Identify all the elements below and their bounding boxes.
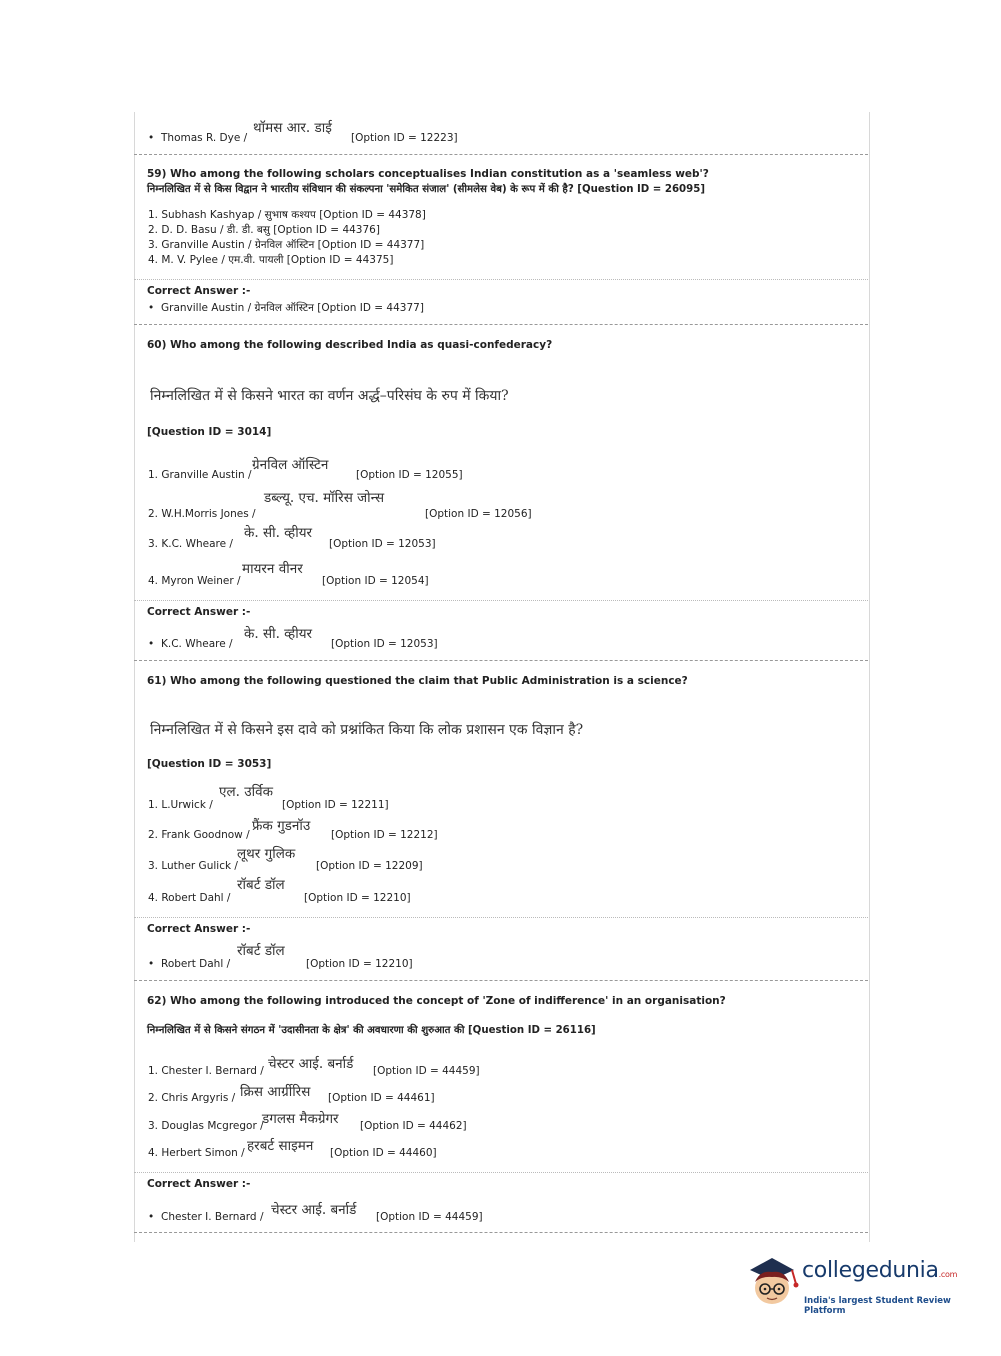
- q60-option-4-en: 4. Myron Weiner /: [148, 575, 241, 587]
- logo-wordmark: collegedunia.com: [802, 1258, 958, 1283]
- q59-correct-answer: Granville Austin / ग्रेनविल ऑस्टिन [Option ID = 44377]: [161, 302, 424, 314]
- logo-tagline: India's largest Student Review Platform: [804, 1296, 951, 1316]
- q62-option-1-hi: चेस्टर आई. बर्नार्ड: [268, 1056, 354, 1072]
- q59-option-4: 4. M. V. Pylee / एम.वी. पायली [Option ID = 44375]: [148, 254, 394, 266]
- q60-option-1-hi: ग्रेनविल ऑस्टिन: [252, 457, 329, 473]
- bullet-dot: •: [148, 1211, 155, 1223]
- q62-option-4-hi: हरबर्ट साइमन: [247, 1138, 314, 1154]
- q62-option-4-en: 4. Herbert Simon /: [148, 1147, 245, 1159]
- q61-option-1-hi: एल. उर्विक: [219, 784, 273, 800]
- q62-correct-hi: चेस्टर आई. बर्नार्ड: [271, 1202, 357, 1218]
- q60-option-4-hi: मायरन वीनर: [242, 561, 303, 577]
- q62-correct-id: [Option ID = 44459]: [376, 1211, 483, 1223]
- divider: [134, 980, 868, 981]
- q59-option-1: 1. Subhash Kashyap / सुभाष कश्यप [Option ID = 44378]: [148, 209, 426, 221]
- q61-option-3-en: 3. Luther Gulick /: [148, 860, 238, 872]
- q61-option-2-en: 2. Frank Goodnow /: [148, 829, 250, 841]
- divider: [134, 600, 868, 601]
- q62-option-2-en: 2. Chris Argyris /: [148, 1092, 236, 1104]
- q61-option-3-id: [Option ID = 12209]: [316, 860, 423, 872]
- q60-hindi: निम्नलिखित में से किसने भारत का वर्णन अर्द्ध–परिसंघ के रुप में किया?: [150, 388, 509, 404]
- divider: [134, 660, 868, 661]
- divider: [134, 154, 868, 155]
- collegedunia-logo[interactable]: [742, 1252, 968, 1316]
- q60-question-id: [Question ID = 3014]: [147, 426, 272, 438]
- q62-correct-label: Correct Answer :-: [147, 1178, 251, 1190]
- q62-option-3-id: [Option ID = 44462]: [360, 1120, 467, 1132]
- top-bullet-hindi: थॉमस आर. डाई: [253, 120, 332, 136]
- q60-option-3-hi: के. सी. व्हीयर: [244, 525, 313, 541]
- q60-option-3-en: 3. K.C. Wheare /: [148, 538, 233, 550]
- divider: [134, 1172, 868, 1173]
- q60-title: 60) Who among the following described India as quasi-confederacy?: [147, 339, 553, 351]
- q61-option-4-hi: रॉबर्ट डॉल: [237, 877, 285, 893]
- q62-correct-en: Chester I. Bernard /: [161, 1211, 264, 1223]
- q62-option-2-id: [Option ID = 44461]: [328, 1092, 435, 1104]
- divider: [134, 1232, 868, 1233]
- q62-option-1-id: [Option ID = 44459]: [373, 1065, 480, 1077]
- q62-option-1-en: 1. Chester I. Bernard /: [148, 1065, 264, 1077]
- q61-option-1-id: [Option ID = 12211]: [282, 799, 389, 811]
- q60-correct-id: [Option ID = 12053]: [331, 638, 438, 650]
- q60-option-2-id: [Option ID = 12056]: [425, 508, 532, 520]
- q62-option-4-id: [Option ID = 44460]: [330, 1147, 437, 1159]
- q61-option-4-en: 4. Robert Dahl /: [148, 892, 231, 904]
- q61-option-4-id: [Option ID = 12210]: [304, 892, 411, 904]
- q62-title: 62) Who among the following introduced the concept of 'Zone of indifference' in an organisation?: [147, 995, 726, 1007]
- q61-question-id: [Question ID = 3053]: [147, 758, 272, 770]
- q59-correct-label: Correct Answer :-: [147, 285, 251, 297]
- bullet-dot: •: [148, 638, 155, 650]
- q59-hindi: निम्नलिखित में से किस विद्वान ने भारतीय संविधान की संकल्पना 'समेकित संजाल' (सीमलेस वेब) के रूप में की है? [Question ID = 26095]: [147, 184, 705, 195]
- q61-option-1-en: 1. L.Urwick /: [148, 799, 213, 811]
- q62-option-3-en: 3. Douglas Mcgregor /: [148, 1120, 264, 1132]
- divider: [134, 324, 868, 325]
- q62-option-2-hi: क्रिस आर्ग्रीरिस: [240, 1084, 311, 1100]
- q59-title: 59) Who among the following scholars conceptualises Indian constitution as a 'seamless web'?: [147, 168, 709, 180]
- divider: [134, 917, 868, 918]
- q59-option-2: 2. D. D. Basu / डी. डी. बसु [Option ID = 44376]: [148, 224, 380, 236]
- q61-correct-en: Robert Dahl /: [161, 958, 231, 970]
- q61-option-2-hi: फ्रैंक गुडनॉउ: [252, 818, 311, 834]
- mascot-icon: [742, 1252, 802, 1312]
- q61-hindi: निम्नलिखित में से किसने इस दावे को प्रश्नांकित किया कि लोक प्रशासन एक विज्ञान है?: [150, 722, 584, 738]
- q59-option-3: 3. Granville Austin / ग्रेनविल ऑस्टिन [Option ID = 44377]: [148, 239, 425, 251]
- top-bullet-option-id: [Option ID = 12223]: [351, 132, 458, 144]
- q60-correct-label: Correct Answer :-: [147, 606, 251, 618]
- q61-title: 61) Who among the following questioned the claim that Public Administration is a science?: [147, 675, 688, 687]
- q60-option-2-hi: डब्ल्यू. एच. मॉरिस जोन्स: [264, 490, 385, 506]
- q62-option-3-hi: डगलस मैकग्रेगर: [262, 1111, 339, 1127]
- q61-correct-id: [Option ID = 12210]: [306, 958, 413, 970]
- bullet-dot: •: [148, 958, 155, 970]
- q60-option-1-id: [Option ID = 12055]: [356, 469, 463, 481]
- q62-hindi: निम्नलिखित में से किसने संगठन में 'उदासीनता के क्षेत्र' की अवधारणा की शुरुआत की [Question ID = 26116]: [147, 1025, 596, 1036]
- bullet-dot: •: [148, 302, 155, 314]
- q60-option-4-id: [Option ID = 12054]: [322, 575, 429, 587]
- q61-correct-hi: रॉबर्ट डॉल: [237, 943, 285, 959]
- q60-option-2-en: 2. W.H.Morris Jones /: [148, 508, 256, 520]
- divider: [134, 279, 868, 280]
- q61-option-2-id: [Option ID = 12212]: [331, 829, 438, 841]
- q61-option-3-hi: लूथर गुलिक: [237, 846, 296, 862]
- q61-correct-label: Correct Answer :-: [147, 923, 251, 935]
- q60-correct-hi: के. सी. व्हीयर: [244, 626, 313, 642]
- q60-option-3-id: [Option ID = 12053]: [329, 538, 436, 550]
- q60-option-1-en: 1. Granville Austin /: [148, 469, 252, 481]
- q60-correct-en: K.C. Wheare /: [161, 638, 233, 650]
- top-bullet-en: Thomas R. Dye /: [161, 132, 248, 144]
- bullet-dot: •: [148, 132, 155, 144]
